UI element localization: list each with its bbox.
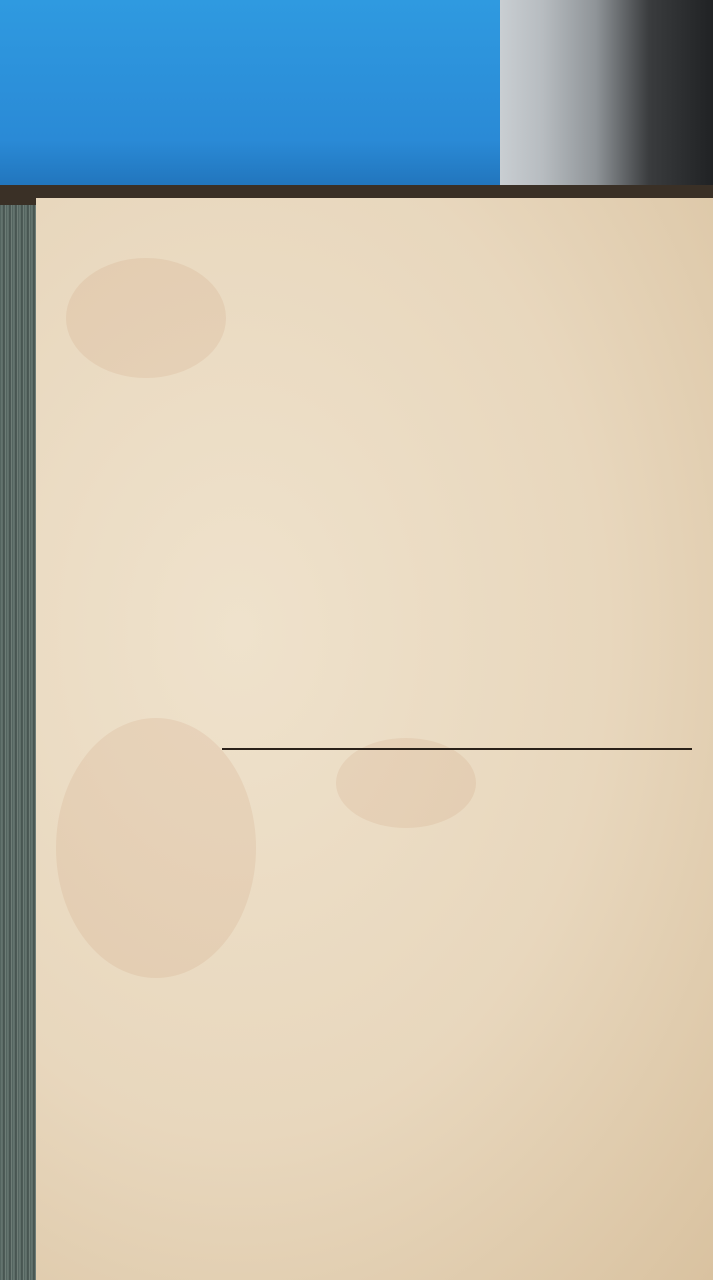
book-page [36, 198, 713, 1280]
page-edges [0, 205, 38, 1280]
blue-object [0, 0, 520, 200]
paper-stain [56, 718, 256, 978]
paper-stain [66, 258, 226, 378]
paper-stain [336, 738, 476, 828]
section-rule [222, 748, 692, 750]
background-shelf [500, 0, 713, 200]
